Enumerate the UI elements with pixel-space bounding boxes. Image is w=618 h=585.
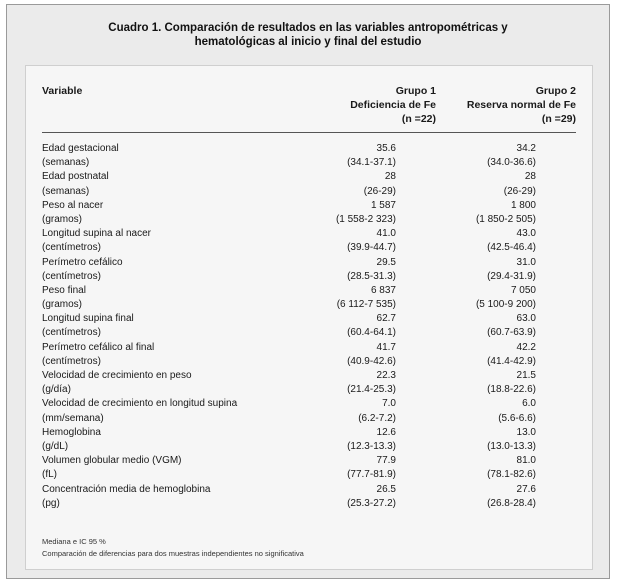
- table-row: [26, 156, 592, 170]
- row-group-2-value: (1 850-2 505): [475, 213, 536, 225]
- table-row: [26, 227, 592, 241]
- table-row: [26, 326, 592, 340]
- row-group-1-value: 62.7: [376, 313, 396, 325]
- table-row: [26, 199, 592, 213]
- table-row: [26, 383, 592, 397]
- table-row: [26, 341, 592, 355]
- table-row: [26, 355, 592, 369]
- row-variable: Peso al nacer: [42, 199, 104, 211]
- table-row: [26, 483, 592, 497]
- table-row: [26, 454, 592, 468]
- row-group-1-value: (34.1-37.1): [347, 157, 396, 169]
- header-group-2-desc: Reserva normal de Fe: [466, 99, 576, 111]
- row-variable: Longitud supina final: [42, 313, 134, 325]
- row-variable: Longitud supina al nacer: [42, 228, 151, 240]
- row-variable: Peso final: [42, 284, 86, 296]
- row-group-1-value: (40.9-42.6): [347, 355, 396, 367]
- row-group-1-value: 6 837: [370, 284, 396, 296]
- table-row: [26, 142, 592, 156]
- row-group-1-value: 26.5: [376, 483, 396, 495]
- row-group-1-value: 35.6: [376, 143, 396, 154]
- row-group-1-value: 22.3: [376, 370, 396, 381]
- row-group-2-value: (13.0-13.3): [487, 440, 536, 452]
- row-variable: (centímetros): [42, 242, 101, 254]
- table-row: [26, 397, 592, 411]
- row-group-2-value: 6.0: [522, 398, 536, 410]
- row-group-2-value: 42.2: [516, 341, 536, 353]
- table-row: [26, 284, 592, 298]
- table-row: [26, 412, 592, 426]
- table-row: [26, 426, 592, 440]
- table-row: [26, 241, 592, 255]
- header-variable: Variable: [42, 85, 83, 97]
- row-group-1-value: (6 112-7 535): [336, 299, 396, 311]
- row-variable: (gramos): [42, 299, 83, 311]
- row-group-1-value: 12.6: [376, 426, 396, 438]
- row-variable: Velocidad de crecimiento en longitud supina: [42, 398, 238, 410]
- table-row: [26, 256, 592, 270]
- row-variable: (semanas): [42, 185, 90, 197]
- row-group-2-value: (42.5-46.4): [487, 242, 536, 254]
- row-variable: Edad gestacional: [42, 143, 119, 154]
- row-group-1-value: 7.0: [382, 398, 396, 410]
- row-group-1-value: (25.3-27.2): [347, 497, 396, 509]
- footnote-comparison: Comparación de diferencias para dos muestras independientes no significativa: [42, 549, 304, 558]
- row-variable: (semanas): [42, 157, 90, 169]
- row-group-1-value: (26-29): [363, 185, 396, 197]
- row-group-1-value: 41.7: [376, 341, 396, 353]
- row-variable: (gramos): [42, 213, 83, 225]
- table-row: [26, 213, 592, 227]
- header-group-1-name: Grupo 1: [395, 85, 436, 97]
- row-group-2-value: 27.6: [516, 483, 536, 495]
- header-group-2-n: (n =29): [541, 113, 576, 125]
- header-group-2: [446, 84, 576, 126]
- row-group-1-value: 1 587: [370, 199, 396, 211]
- row-group-2-value: (60.7-63.9): [487, 327, 536, 339]
- row-group-2-value: (34.0-36.6): [487, 157, 536, 169]
- row-group-2-value: (26-29): [503, 185, 536, 197]
- table-row: [26, 185, 592, 199]
- row-variable: Volumen globular medio (VGM): [42, 455, 182, 467]
- header-group-1-desc: Deficiencia de Fe: [350, 99, 436, 111]
- row-variable: (g/día): [42, 384, 71, 396]
- row-group-1-value: 77.9: [376, 455, 396, 467]
- table-frame: [6, 4, 610, 579]
- row-variable: Edad postnatal: [42, 171, 109, 183]
- row-group-1-value: 29.5: [376, 256, 396, 268]
- row-group-1-value: 28: [384, 171, 396, 183]
- row-group-2-value: 63.0: [516, 313, 536, 325]
- row-group-1-value: (28.5-31.3): [347, 270, 396, 282]
- header-group-1: [316, 84, 436, 126]
- row-group-2-value: (5 100-9 200): [475, 299, 536, 311]
- table-body: [26, 142, 592, 511]
- row-variable: (centímetros): [42, 327, 101, 339]
- row-group-2-value: 43.0: [516, 228, 536, 240]
- row-group-2-value: 7 050: [510, 284, 536, 296]
- row-variable: Hemoglobina: [42, 426, 101, 438]
- table-row: [26, 298, 592, 312]
- row-variable: Concentración media de hemoglobina: [42, 483, 211, 495]
- row-group-2-value: 13.0: [516, 426, 536, 438]
- row-variable: (centímetros): [42, 270, 101, 282]
- table-panel: [25, 65, 593, 570]
- row-group-1-value: (12.3-13.3): [347, 440, 396, 452]
- row-group-1-value: (60.4-64.1): [347, 327, 396, 339]
- row-group-1-value: (6.2-7.2): [358, 412, 396, 424]
- row-variable: (pg): [42, 497, 60, 509]
- row-variable: (centímetros): [42, 355, 101, 367]
- row-variable: (mm/semana): [42, 412, 104, 424]
- row-group-2-value: (78.1-82.6): [487, 469, 536, 481]
- header-group-2-name: Grupo 2: [535, 85, 576, 97]
- title-line-2: hematológicas al inicio y final del estudio: [194, 36, 422, 48]
- row-group-1-value: (1 558-2 323): [335, 213, 396, 225]
- row-variable: (g/dL): [42, 440, 69, 452]
- table-row: [26, 440, 592, 454]
- row-group-2-value: 31.0: [516, 256, 536, 268]
- row-group-2-value: 28: [524, 171, 536, 183]
- row-group-2-value: (5.6-6.6): [498, 412, 536, 424]
- table-row: [26, 369, 592, 383]
- row-group-1-value: (39.9-44.7): [347, 242, 396, 254]
- row-variable: Velocidad de crecimiento en peso: [42, 370, 192, 381]
- table-row: [26, 312, 592, 326]
- row-group-2-value: 21.5: [516, 370, 536, 381]
- row-group-2-value: (26.8-28.4): [487, 497, 536, 509]
- row-group-2-value: (18.8-22.6): [487, 384, 536, 396]
- row-group-2-value: 34.2: [516, 143, 536, 154]
- row-group-2-value: 81.0: [516, 455, 536, 467]
- footnote-median: Mediana e IC 95 %: [42, 537, 106, 546]
- row-group-1-value: (77.7-81.9): [347, 469, 396, 481]
- table-row: [26, 270, 592, 284]
- row-group-2-value: (29.4-31.9): [487, 270, 536, 282]
- header-group-1-n: (n =22): [401, 113, 436, 125]
- row-group-1-value: 41.0: [376, 228, 396, 240]
- row-group-2-value: (41.4-42.9): [487, 355, 536, 367]
- row-variable: Perímetro cefálico: [42, 256, 123, 268]
- table-title: [7, 21, 609, 49]
- row-variable: (fL): [42, 469, 57, 481]
- table-row: [26, 468, 592, 482]
- row-group-1-value: (21.4-25.3): [347, 384, 396, 396]
- table-row: [26, 170, 592, 184]
- row-group-2-value: 1 800: [510, 199, 536, 211]
- table-row: [26, 497, 592, 511]
- header-divider: [42, 132, 576, 133]
- row-variable: Perímetro cefálico al final: [42, 341, 155, 353]
- title-line-1: Cuadro 1. Comparación de resultados en las variables antropométricas y: [108, 22, 508, 34]
